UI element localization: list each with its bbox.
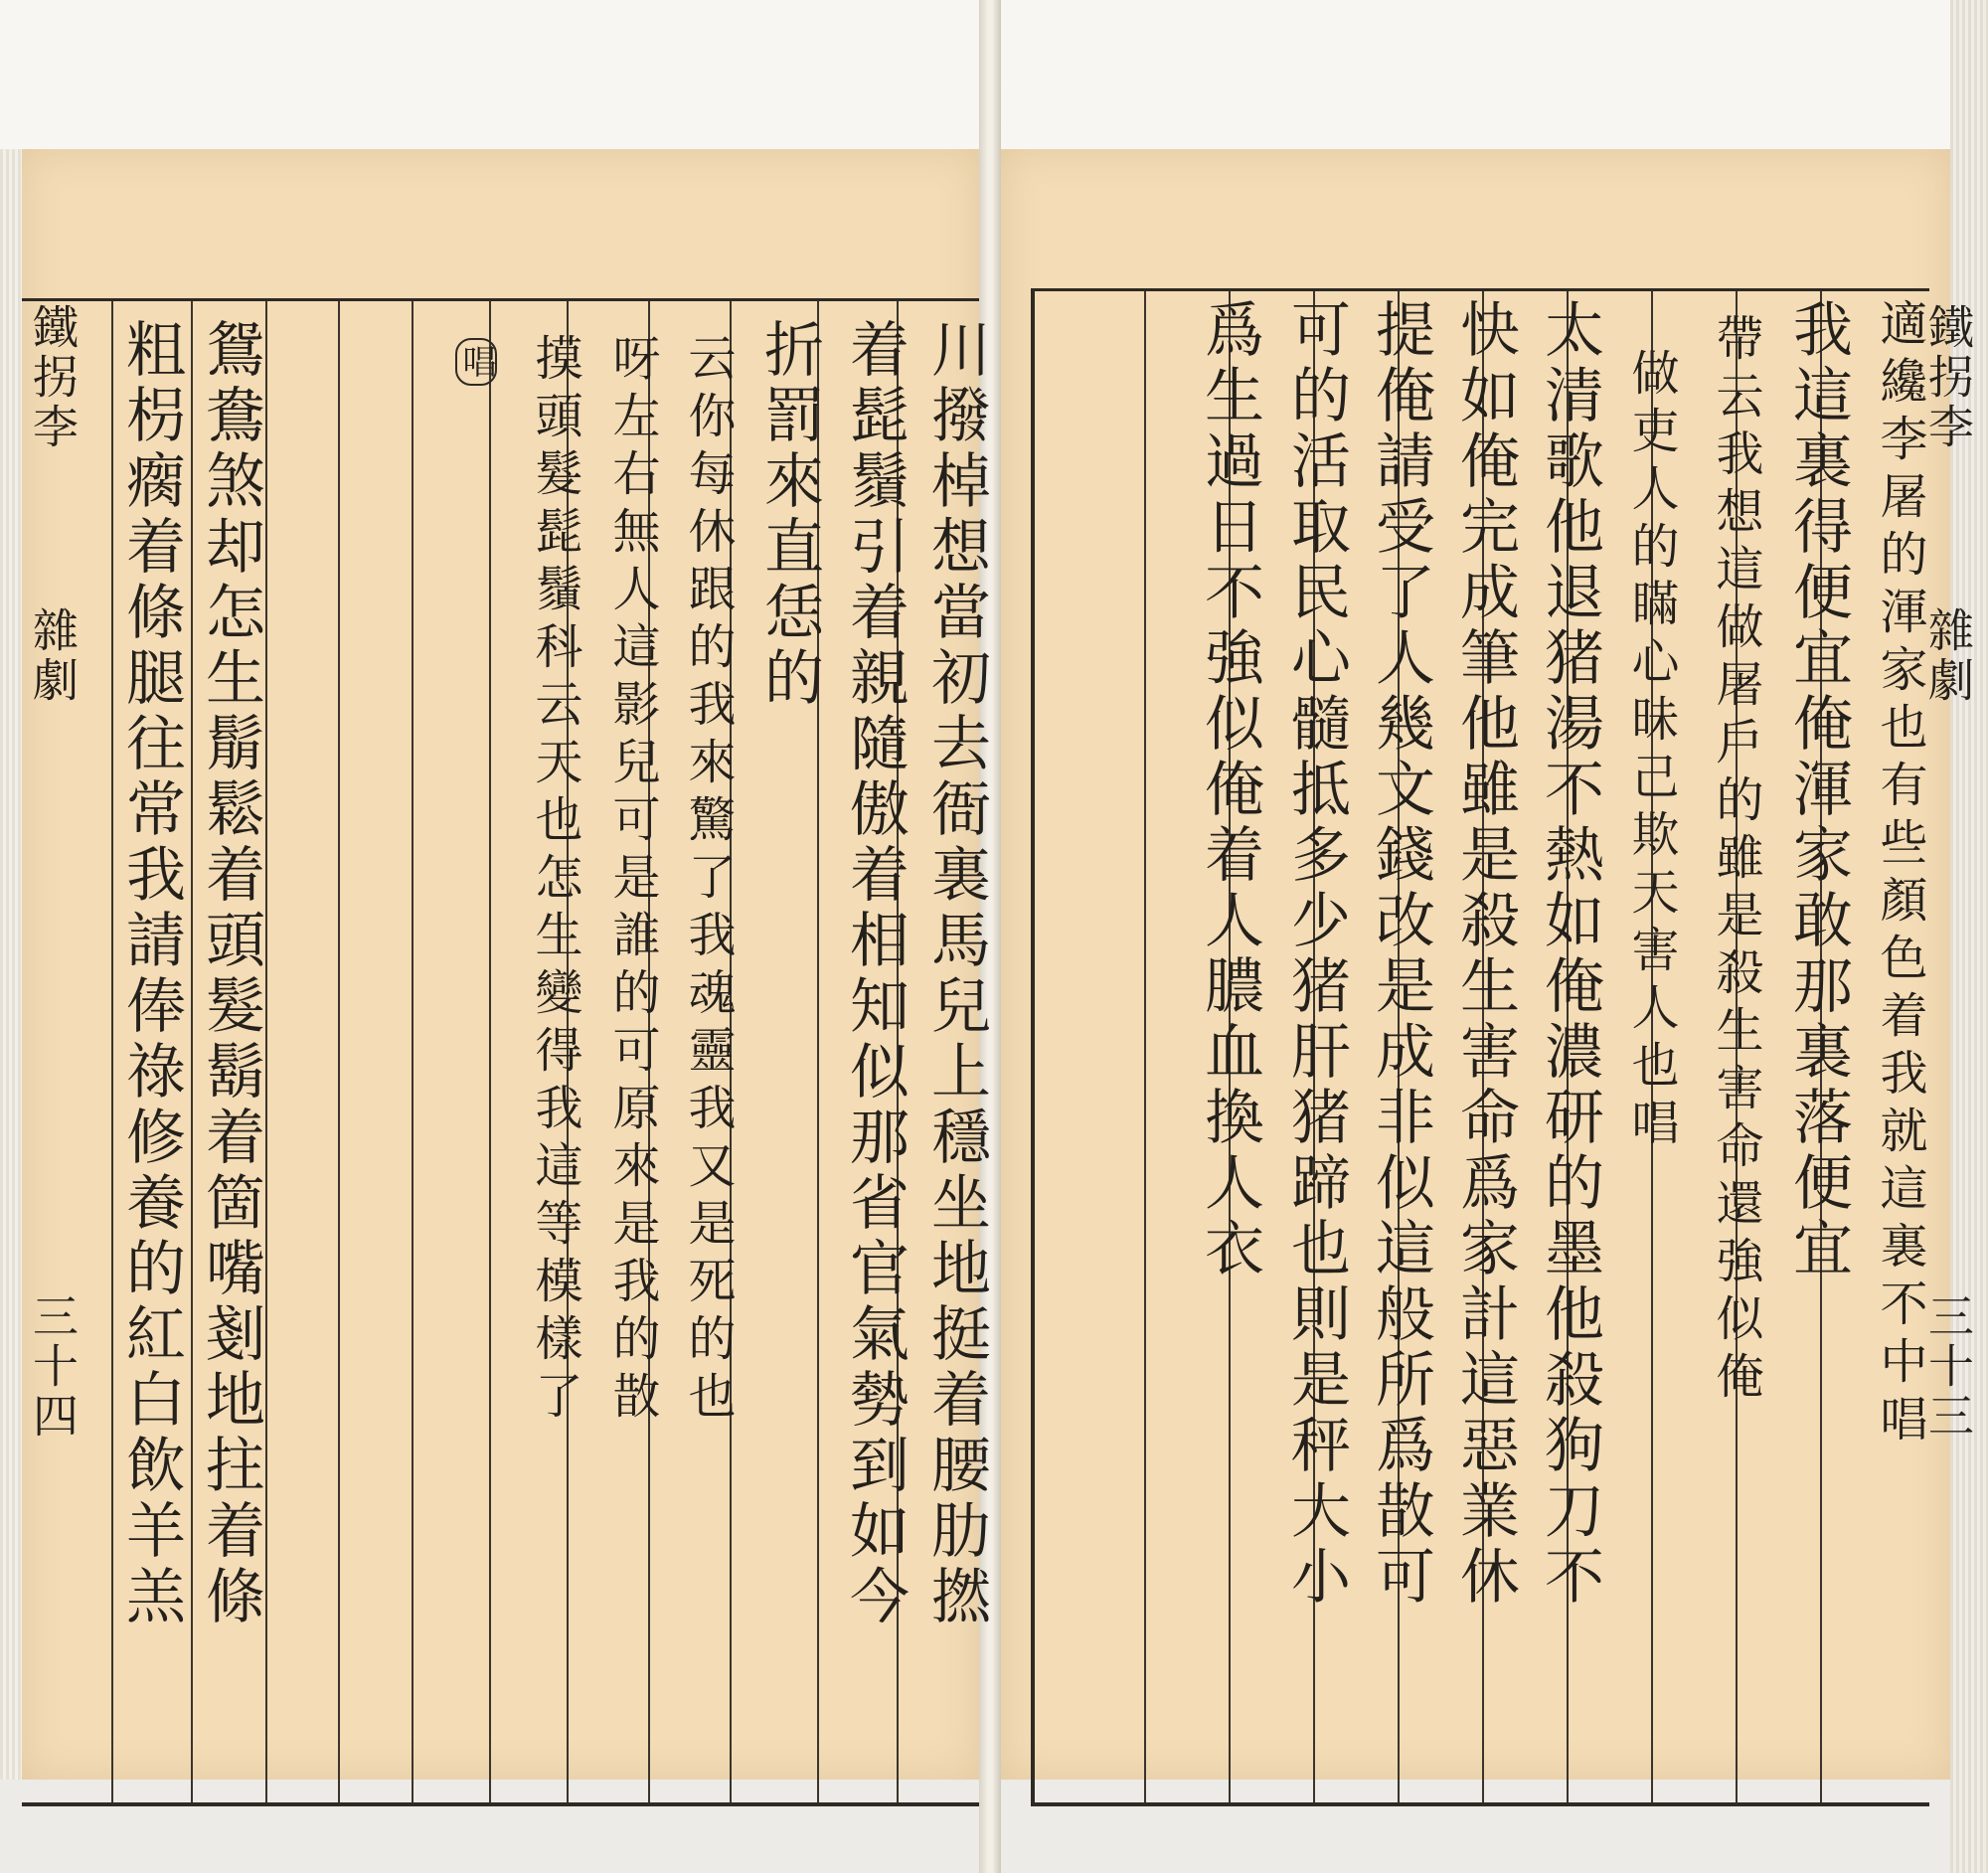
text-column-2: 我這裏得便宜俺渾家敢那裏落便宜 bbox=[1783, 298, 1853, 1282]
text-column-3: 帶云我想這做屠戶的雖是殺生害命還強似俺 bbox=[1708, 313, 1763, 1409]
margin-section: 雜劇 bbox=[1921, 606, 1975, 706]
column-rule bbox=[191, 301, 193, 1802]
column-rule bbox=[412, 301, 414, 1802]
text-column-1: 適纔李屠的渾家也有些顏色着我就這裏不中唱 bbox=[1872, 298, 1927, 1451]
text-column-7: 提俺請受了人幾文錢改是成非似這般所爲㪚可 bbox=[1366, 298, 1435, 1611]
text-column-5: 呀左右無人這影兒可是誰的可原來是我的㪚 bbox=[604, 333, 660, 1429]
column-rule bbox=[265, 301, 267, 1802]
text-column-5: 太清歌他退猪湯不熱如俺濃研的墨他殺狗刀不 bbox=[1535, 298, 1604, 1611]
text-column-9: 爲生過日不強似俺着人膿血換人衣 bbox=[1195, 298, 1264, 1282]
margin-section: 雜劇 bbox=[26, 606, 80, 706]
text-column-1: 川撥棹想當初去衙裏馬兒上穩坐地挺着腰肋撚 bbox=[921, 318, 991, 1630]
margin-folio: 三十三 bbox=[1921, 1292, 1975, 1442]
text-column-4: 做吏人的瞞心昧己欺天害人也唱 bbox=[1623, 348, 1679, 1155]
margin-folio: 三十四 bbox=[26, 1292, 80, 1442]
right-page bbox=[1001, 149, 1975, 1780]
column-rule bbox=[1144, 291, 1146, 1802]
text-column-9: 粗枴瘸着條腿往常我請俸祿修養的紅白飲羊羔 bbox=[116, 318, 186, 1630]
text-column-8: 鴛鴦煞却怎生鬅鬆着頭髮鬍着箇嘴剗地拄着條 bbox=[196, 318, 265, 1630]
column-rule bbox=[111, 301, 113, 1802]
text-column-2: 着髭鬚引着親隨傲着相知似那省官氣勢到如今 bbox=[840, 318, 910, 1630]
margin-title: 鐵拐李 bbox=[1921, 303, 1975, 452]
column-rule bbox=[489, 301, 491, 1802]
text-column-8: 可的活取民心髓抵多少猪肝猪蹄也則是秤大小 bbox=[1281, 298, 1351, 1611]
margin-title: 鐵拐李 bbox=[26, 303, 80, 452]
text-column-6: 摸頭髮髭鬚科云天也怎生變得我這等模樣了 bbox=[527, 333, 582, 1429]
column-rule bbox=[338, 301, 340, 1802]
text-column-6: 快如俺完成筆他雖是殺生害命爲家計這惡業休 bbox=[1450, 298, 1520, 1611]
left-page bbox=[22, 149, 991, 1780]
text-column-3: 折罰來直恁的 bbox=[754, 318, 824, 712]
left-fore-edge bbox=[0, 0, 22, 1873]
sing-marker: 唱 bbox=[455, 338, 497, 386]
text-column-4: 云你每休跟的我來驚了我魂靈我又是死的也 bbox=[680, 333, 736, 1429]
right-fore-edge bbox=[1950, 0, 1988, 1873]
